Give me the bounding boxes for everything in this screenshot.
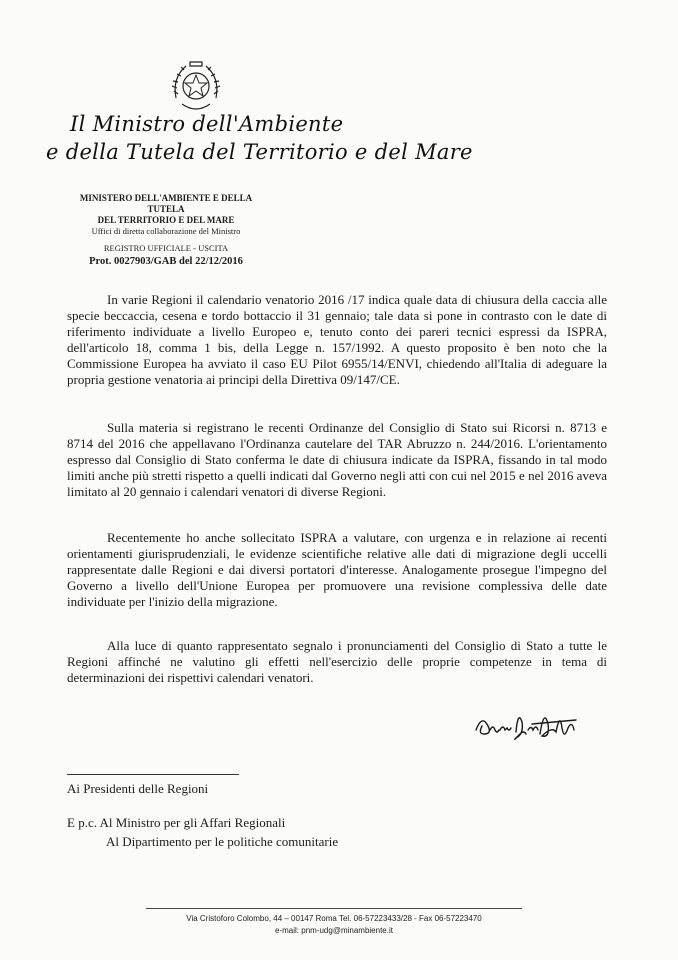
minister-title-line-2: e della Tutela del Territorio e del Mare xyxy=(46,140,473,164)
footer-email: e-mail: pnm-udg@minambiente.it xyxy=(275,926,393,935)
footer-rule xyxy=(146,908,522,909)
office-name: Uffici di diretta collaborazione del Ministro xyxy=(91,226,241,236)
footer-address: Via Cristoforo Colombo, 44 – 00147 Roma Tel. 06-57223433/28 - Fax 06-57223470 xyxy=(186,914,482,923)
body-paragraph-1: In varie Regioni il calendario venatorio 2016 /17 indica quale data di chiusura della caccia alle specie beccaccia, cesena e tordo bottaccio il 31 gennaio; tale data si pone in contrasto con le date di riferimento individuate a livello Europeo e, tenuto conto dei pareri tecnici espressi da ISPRA, dell'articolo 18, comma 1 bis, della Legge n. 157/1992. A questo proposito è ben noto che la Commissione Europea ha avviato il caso EU Pilot 6955/14/ENVI, chiedendo all'Italia di adeguare la propria gestione venatoria ai principi della Direttiva 09/147/CE. xyxy=(67,292,607,387)
ministry-header xyxy=(66,193,266,267)
register-label: REGISTRO UFFICIALE - USCITA xyxy=(103,243,229,253)
handwritten-signature xyxy=(462,704,592,748)
body-paragraph-2: Sulla materia si registrano le recenti Ordinanze del Consiglio di Stato sui Ricorsi n. 8713 e 8714 del 2016 che appellavano l'Ordinanza cautelare del TAR Abruzzo n. 244/2016. L'orientamento espresso dal Consiglio di Stato conferma le date di chiusura indicate da ISPRA, fissando in tal modo limiti anche più stretti rispetto a quelli indicati dal Governo negli atti con cui nel 2015 e nel 2016 aveva limitato al 20 gennaio i calendari venatori di diverse Regioni. xyxy=(67,420,607,499)
ministry-name-line-2: DEL TERRITORIO E DEL MARE xyxy=(97,215,235,225)
body-paragraph-3: Recentemente ho anche sollecitato ISPRA a valutare, con urgenza e in relazione ai recenti orientamenti giurisprudenziali, le evidenze scientifiche relative alle dati di migrazione degli uccelli rappresentate dalle Regioni e dai diversi portatori d'interesse. Analogamente prosegue l'impegno del Governo a livello dell'Unione Europea per promuovere una revisione complessiva delle date individuate per l'inizio della migrazione. xyxy=(67,530,607,609)
recipient-line-1: Ai Presidenti delle Regioni xyxy=(67,781,209,796)
protocol-number: Prot. 0027903/GAB del 22/12/2016 xyxy=(89,256,243,267)
ministry-name-line-1: MINISTERO DELL'AMBIENTE E DELLA TUTELA xyxy=(79,193,253,214)
recipient-line-2: E p.c. Al Ministro per gli Affari Regionali xyxy=(67,815,286,830)
minister-title-line-1: Il Ministro dell'Ambiente xyxy=(70,112,344,136)
recipient-rule xyxy=(67,774,239,775)
body-paragraph-4: Alla luce di quanto rappresentato segnalo i pronunciamenti del Consiglio di Stato a tutte le Regioni affinché ne valutino gli effetti nell'esercizio delle proprie competenze in tema di determinazioni dei rispettivi calendari venatori. xyxy=(67,638,607,685)
recipient-line-3: Al Dipartimento per le politiche comunitarie xyxy=(106,834,339,849)
republic-emblem-icon xyxy=(168,58,224,118)
